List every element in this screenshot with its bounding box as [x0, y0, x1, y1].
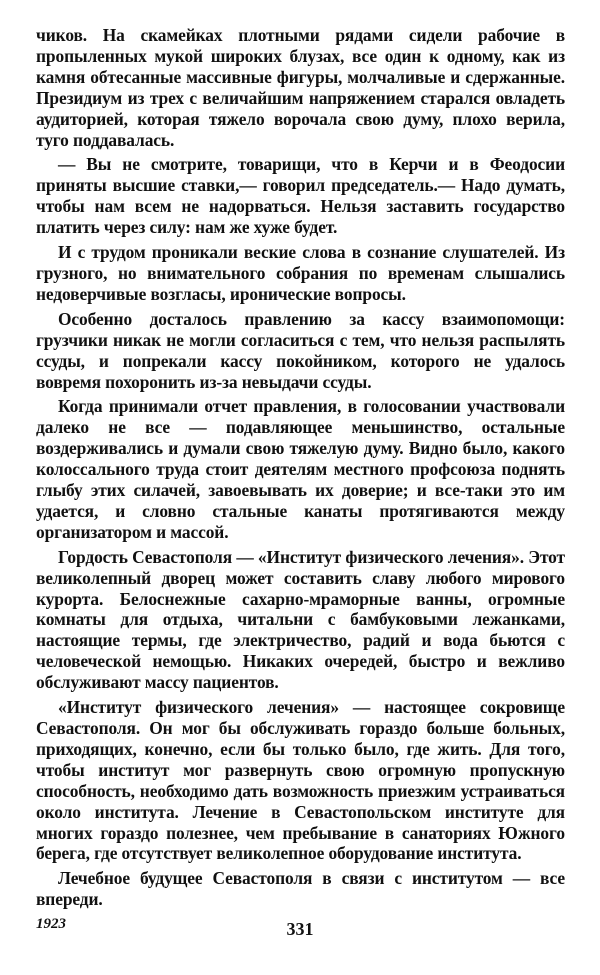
year-date: 1923 [36, 916, 66, 933]
paragraph-8: Лечебное будущее Севастополя в связи с институтом — все впереди. [36, 868, 565, 910]
page-number: 331 [286, 919, 314, 939]
paragraph-1: чиков. На скамейках плотными рядами сидели рабочие в пропыленных мукой широких блузах, все один к одному, как из камня обтесанные массивные фигуры, молчаливые и сдержанные. Президиум из трех с величайшим напряжением старался овладеть аудиторией, которая тяжело ворочала свою думу, плохо верила, туго поддавалась. [36, 25, 565, 150]
paragraph-5: Когда принимали отчет правления, в голосовании участвовали далеко не все — подавляющее меньшинство, остальные воздерживались и думали свою тяжелую думу. Видно было, какого колоссального труда стоит деятелям местного профсоюза поднять глыбу этих силачей, завоевывать их доверие; и все-таки это им удается, и словно стальные канаты протягиваются между организатором и массой. [36, 396, 565, 542]
paragraph-3: И с трудом проникали веские слова в сознание слушателей. Из грузного, но внимательного собрания по временам слышались недоверчивые возгласы, иронические вопросы. [36, 242, 565, 304]
page-body [36, 25, 565, 934]
paragraph-4: Особенно досталось правлению за кассу взаимопомощи: грузчики никак не могли согласиться с тем, что нельзя распылять ссуды, и попрекали кассу покойником, которого не удалось вовремя похоронить из-за невыдачи ссуды. [36, 308, 565, 392]
paragraph-2: — Вы не смотрите, товарищи, что в Керчи и в Феодосии приняты высшие ставки,— говорил председатель.— Надо думать, чтобы нам всем не надорваться. Нельзя заставить государство платить через силу: нам же хуже будет. [36, 154, 565, 238]
paragraph-6: Гордость Севастополя — «Институт физического лечения». Этот великолепный дворец может составить славу любого мирового курорта. Белоснежные сахарно-мраморные ванны, огромные комнаты для отдыха, читальни с бамбуковыми лежанками, настоящие термы, где электричество, радий и вода бьются с человеческой немощью. Никаких очередей, быстро и вежливо обслуживают массу пациентов. [36, 546, 565, 693]
paragraph-7: «Институт физического лечения» — настоящее сокровище Севастополя. Он мог бы обслуживать гораздо больше больных, приходящих, конечно, если бы только было, где жить. Для того, чтобы институт мог развернуть свою огромную пропускную способность, необходимо дать возможность приезжим устраиваться около института. Лечение в Севастопольском институте для многих гораздо полезнее, чем пребывание в санаториях Южного берега, где отсутствует великолепное оборудование института. [36, 697, 565, 864]
